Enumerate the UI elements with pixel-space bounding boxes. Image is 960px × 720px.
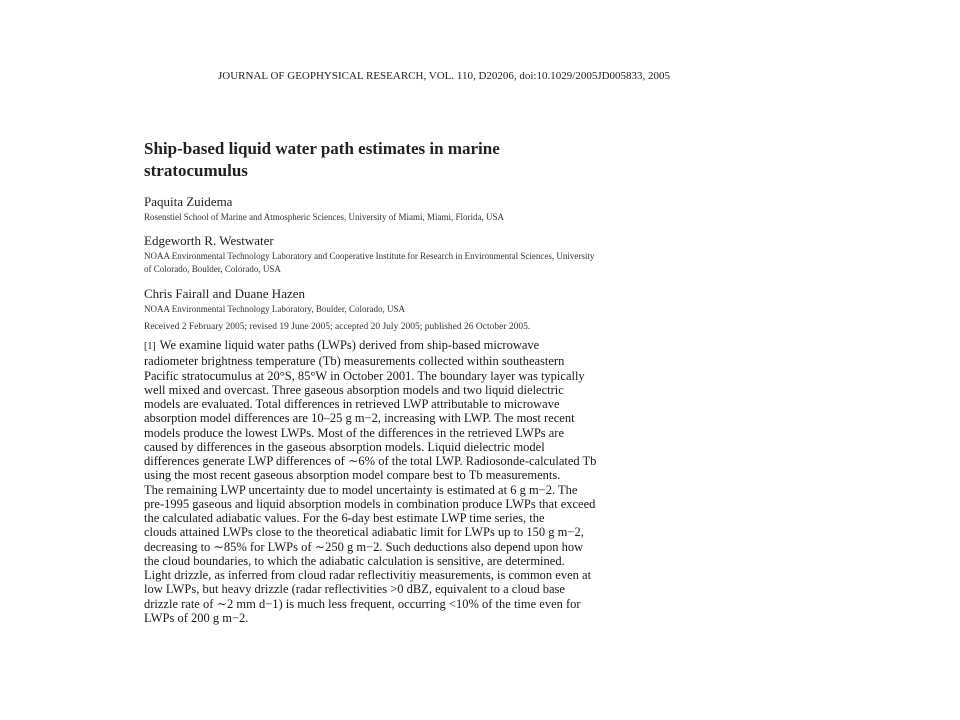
author-name: Edgeworth R. Westwater <box>144 233 274 248</box>
paragraph-number: [1] <box>144 341 156 352</box>
abstract-text: We examine liquid water paths (LWPs) derived from ship-based microwave <box>159 338 540 352</box>
journal-header: JOURNAL OF GEOPHYSICAL RESEARCH, VOL. 110, D20206, doi:10.1029/2005JD005833, 2005 <box>218 70 671 82</box>
abstract-line <box>144 540 632 554</box>
abstract-line <box>144 582 632 596</box>
abstract-text: LWPs of 200 g m−2. <box>144 610 249 625</box>
abstract-line <box>144 454 632 468</box>
abstract-text: drizzle rate of ∼2 mm d−1) is much less frequent, occurring <10% of the time even for <box>144 596 581 611</box>
abstract-text: models produce the lowest LWPs. Most of the differences in the retrieved LWPs are <box>144 425 565 440</box>
author-affiliation <box>144 303 405 316</box>
abstract-text: differences generate LWP differences of ∼6% of the total LWP. Radiosonde-calculated Tb <box>144 454 597 468</box>
abstract-line <box>144 338 632 354</box>
affiliation-line: of Colorado, Boulder, Colorado, USA <box>144 264 281 274</box>
author-affiliation <box>144 211 504 224</box>
abstract-text: clouds attained LWPs close to the theoretical adiabatic limit for LWPs up to 150 g m−2, <box>144 525 584 540</box>
abstract-line <box>144 568 632 582</box>
abstract-text: the calculated adiabatic values. For the 6-day best estimate LWP time series, the <box>144 511 545 525</box>
abstract-line <box>144 383 632 397</box>
title-line: Ship-based liquid water path estimates in marine <box>144 139 500 158</box>
title-line: stratocumulus <box>144 161 248 180</box>
abstract-text: Light drizzle, as inferred from cloud radar reflectivitiy measurements, is common even at <box>144 568 592 582</box>
abstract-line <box>144 468 632 482</box>
abstract-line <box>144 611 632 625</box>
abstract-line <box>144 354 632 368</box>
abstract-line <box>144 411 632 425</box>
abstract-line <box>144 497 632 511</box>
abstract-text: caused by differences in the gaseous absorption models. Liquid dielectric model <box>144 439 545 454</box>
abstract-line <box>144 511 632 525</box>
abstract-text: decreasing to ∼85% for LWPs of ∼250 g m−2. Such deductions also depend upon how <box>144 539 584 554</box>
abstract-text: radiometer brightness temperature (Tb) measurements collected within southeastern <box>144 354 565 369</box>
abstract-text: pre-1995 gaseous and liquid absorption models in combination produce LWPs that exceed <box>144 496 596 511</box>
received-dates: Received 2 February 2005; revised 19 June 2005; accepted 20 July 2005; published 26 October 2005. <box>144 322 531 332</box>
abstract-text: The remaining LWP uncertainty due to model uncertainty is estimated at 6 g m−2. The <box>144 482 578 497</box>
abstract-text: models are evaluated. Total differences in retrieved LWP attributable to microwave <box>144 397 560 411</box>
author-name: Chris Fairall and Duane Hazen <box>144 286 306 301</box>
abstract-line <box>144 525 632 539</box>
abstract-text: using the most recent gaseous absorption model compare best to Tb measurements. <box>144 468 561 483</box>
author-affiliation <box>144 250 594 276</box>
abstract-text: well mixed and overcast. Three gaseous absorption models and two liquid dielectric <box>144 382 564 397</box>
abstract-line <box>144 369 632 383</box>
abstract-text: low LWPs, but heavy drizzle (radar reflectivities >0 dBZ, equivalent to a cloud base <box>144 582 565 597</box>
abstract-text: the cloud boundaries, to which the adiabatic calculation is sensitive, are determined. <box>144 553 565 568</box>
abstract-line <box>144 440 632 454</box>
abstract <box>144 338 632 625</box>
abstract-text: absorption model differences are 10–25 g m−2, increasing with LWP. The most recent <box>144 411 575 426</box>
abstract-line <box>144 554 632 568</box>
abstract-line <box>144 483 632 497</box>
affiliation-line: Rosenstiel School of Marine and Atmospheric Sciences, University of Miami, Miami, Florida, USA <box>144 212 504 222</box>
abstract-line <box>144 597 632 611</box>
abstract-line <box>144 397 632 411</box>
author-name: Paquita Zuidema <box>144 194 233 209</box>
abstract-text: Pacific stratocumulus at 20°S, 85°W in October 2001. The boundary layer was typically <box>144 368 585 383</box>
paper-title <box>144 138 564 182</box>
affiliation-line: NOAA Environmental Technology Laboratory, Boulder, Colorado, USA <box>144 304 405 314</box>
abstract-line <box>144 426 632 440</box>
affiliation-line: NOAA Environmental Technology Laboratory and Cooperative Institute for Research in Environmental Sciences, University <box>144 251 595 261</box>
